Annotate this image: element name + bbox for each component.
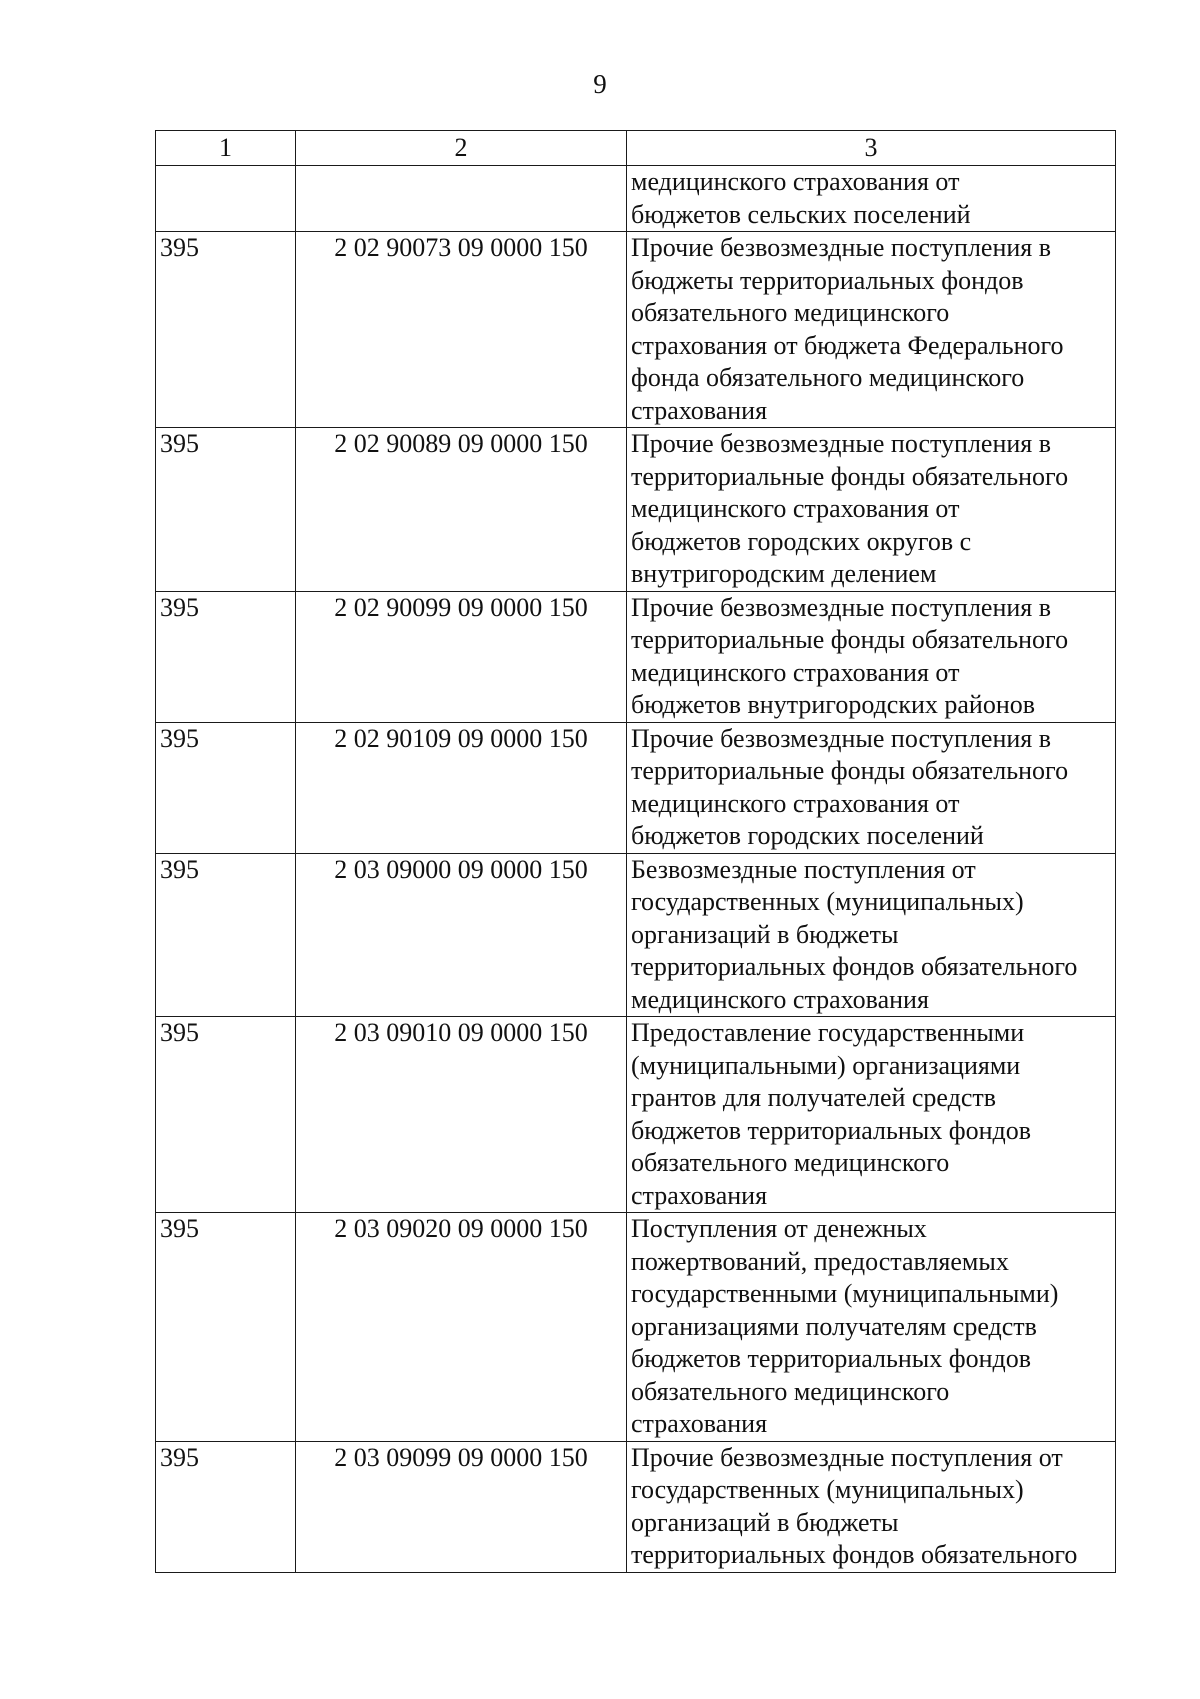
column-header-1: 1 [156, 131, 296, 166]
income-name-cell [627, 1441, 1116, 1572]
income-name-line: Прочие безвозмездные поступления от [631, 1442, 1063, 1472]
income-name-line: Прочие безвозмездные поступления в [631, 429, 1052, 458]
income-name-line: Поступления от денежных [631, 1214, 927, 1243]
income-name-cell [627, 1017, 1116, 1213]
budget-code-cell: 2 02 90099 09 0000 150 [296, 591, 627, 722]
table-row [156, 1017, 1116, 1213]
income-name-line: бюджетов городских округов с [631, 526, 972, 556]
income-name-line: медицинского страхования от [631, 788, 960, 818]
income-name-line: Безвозмездные поступления от [631, 854, 976, 884]
budget-code-cell: 2 03 09010 09 0000 150 [296, 1017, 627, 1213]
income-name-line: государственных (муниципальных) [631, 1475, 1024, 1504]
income-name-cell [627, 166, 1116, 232]
income-name-line: (муниципальными) организациями [631, 1050, 1021, 1080]
income-name-line: Предоставление государственными [631, 1018, 1025, 1047]
table-row [156, 591, 1116, 722]
admin-code-cell: 395 [156, 722, 296, 853]
income-name-line: медицинского страхования от [631, 494, 960, 523]
table-row [156, 232, 1116, 428]
budget-code-cell: 2 03 09099 09 0000 150 [296, 1441, 627, 1572]
income-name-cell [627, 232, 1116, 428]
table-row [156, 166, 1116, 232]
income-name-line: страхования [631, 395, 768, 425]
income-name-line: бюджетов сельских поселений [631, 199, 971, 229]
budget-code-cell: 2 02 90089 09 0000 150 [296, 428, 627, 592]
income-name-line: территориальных фондов обязательного [631, 1540, 1078, 1569]
admin-code-cell [156, 166, 296, 232]
income-name-line: страхования [631, 1409, 768, 1438]
income-name-line: грантов для получателей средств [631, 1083, 997, 1112]
income-name-line: обязательного медицинского [631, 298, 950, 327]
income-name-line: территориальных фондов обязательного [631, 952, 1078, 981]
income-name-line: государственных (муниципальных) [631, 887, 1024, 916]
income-name-line: обязательного медицинского [631, 1148, 950, 1177]
budget-code-cell: 2 03 09020 09 0000 150 [296, 1213, 627, 1442]
admin-code-cell: 395 [156, 591, 296, 722]
income-name-line: территориальные фонды обязательного [631, 756, 1069, 785]
table-row [156, 428, 1116, 592]
income-name-line: бюджетов внутригородских районов [631, 690, 1036, 719]
table-row [156, 1213, 1116, 1442]
budget-code-cell [296, 166, 627, 232]
income-name-cell [627, 1213, 1116, 1442]
income-name-line: страхования от бюджета Федерального [631, 330, 1064, 360]
income-name-line: государственными (муниципальными) [631, 1279, 1059, 1308]
income-name-cell [627, 853, 1116, 1017]
income-name-line: медицинского страхования [631, 984, 929, 1014]
income-name-line: внутригородским делением [631, 559, 937, 588]
budget-code-cell: 2 03 09000 09 0000 150 [296, 853, 627, 1017]
income-name-cell [627, 428, 1116, 592]
admin-code-cell: 395 [156, 428, 296, 592]
income-name-cell [627, 591, 1116, 722]
income-name-line: фонда обязательного медицинского [631, 363, 1025, 392]
income-name-line: обязательного медицинского [631, 1376, 950, 1406]
income-name-line: бюджетов городских поселений [631, 821, 984, 850]
admin-code-cell: 395 [156, 1017, 296, 1213]
budget-code-cell: 2 02 90073 09 0000 150 [296, 232, 627, 428]
admin-code-cell: 395 [156, 232, 296, 428]
admin-code-cell: 395 [156, 853, 296, 1017]
budget-code-cell: 2 02 90109 09 0000 150 [296, 722, 627, 853]
admin-code-cell: 395 [156, 1441, 296, 1572]
income-name-line: пожертвований, предоставляемых [631, 1246, 1009, 1276]
income-name-line: медицинского страхования от [631, 167, 960, 196]
income-name-line: территориальные фонды обязательного [631, 461, 1069, 491]
income-name-line: Прочие безвозмездные поступления в [631, 592, 1052, 622]
column-header-3: 3 [627, 131, 1116, 166]
income-name-line: Прочие безвозмездные поступления в [631, 233, 1052, 262]
admin-code-cell: 395 [156, 1213, 296, 1442]
page-number: 9 [593, 69, 607, 99]
income-name-line: Прочие безвозмездные поступления в [631, 723, 1052, 753]
column-header-2: 2 [296, 131, 627, 166]
budget-codes-table [155, 130, 1116, 1573]
table-row [156, 853, 1116, 1017]
income-name-line: территориальные фонды обязательного [631, 625, 1069, 654]
table-header-row [156, 131, 1116, 166]
income-name-line: страхования [631, 1180, 768, 1210]
table-row [156, 1441, 1116, 1572]
income-name-line: организаций в бюджеты [631, 1507, 899, 1537]
table-row [156, 722, 1116, 853]
income-name-cell [627, 722, 1116, 853]
income-name-line: бюджетов территориальных фондов [631, 1344, 1032, 1373]
income-name-line: медицинского страхования от [631, 657, 960, 687]
income-name-line: организациями получателям средств [631, 1311, 1037, 1341]
income-name-line: организаций в бюджеты [631, 919, 899, 949]
income-name-line: бюджетов территориальных фондов [631, 1115, 1032, 1145]
table-body [156, 166, 1116, 1573]
income-name-line: бюджеты территориальных фондов [631, 265, 1024, 295]
